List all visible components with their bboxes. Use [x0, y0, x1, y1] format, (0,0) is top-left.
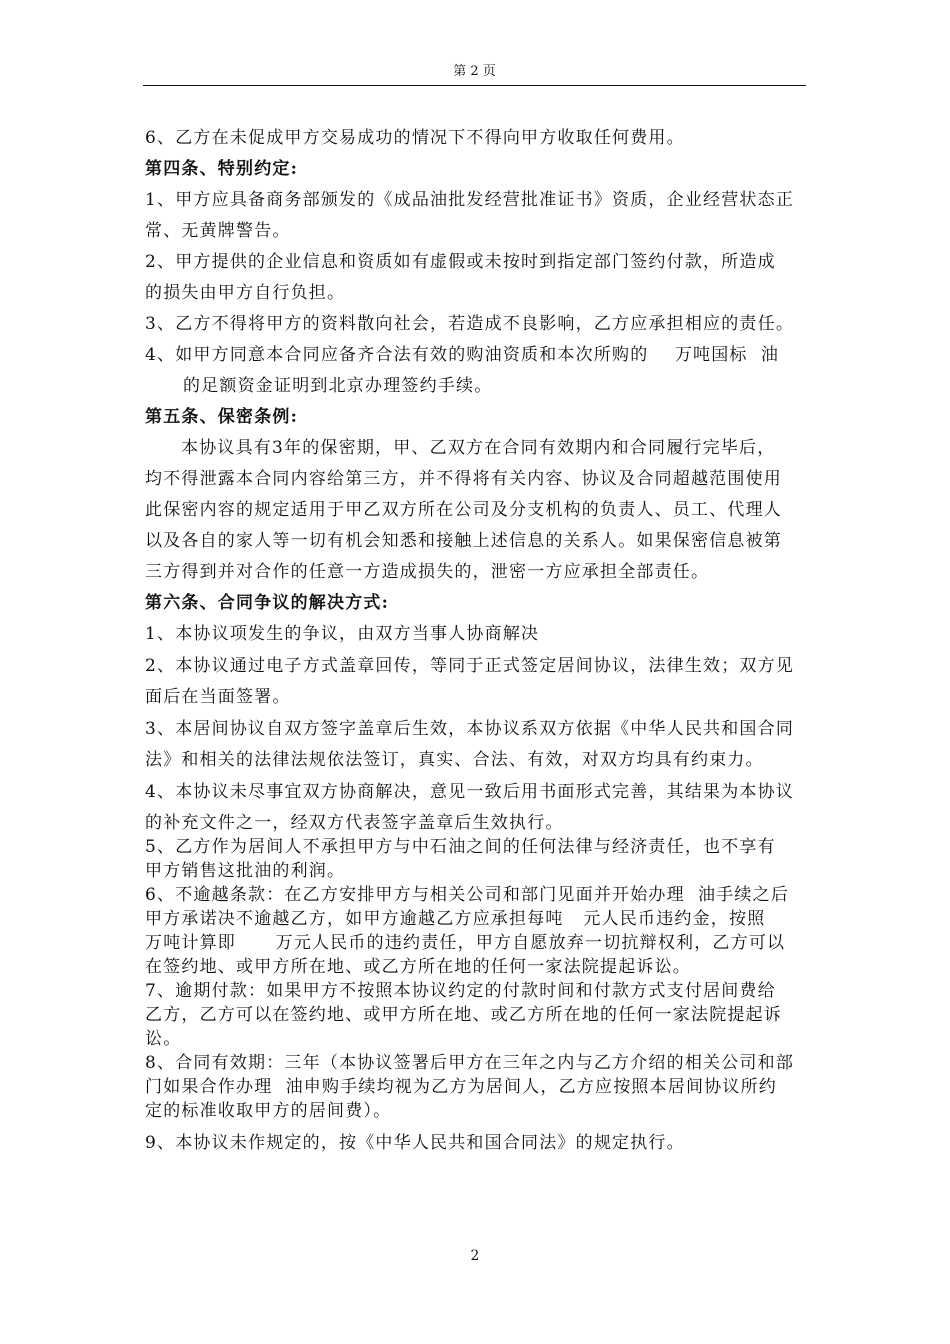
article-6-item-3-line-2: 法》和相关的法律法规依法签订，真实、合法、有效，对双方均具有约束力。 — [145, 750, 764, 770]
article-6-item-1: 1、本协议项发生的争议，由双方当事人协商解决 — [145, 624, 540, 644]
article-6-item-8-line-1: 8、合同有效期：三年（本协议签署后甲方在三年之内与乙方介绍的相关公司和部 — [145, 1053, 795, 1073]
article-5-para-line-1: 本协议具有3年的保密期，甲、乙双方在合同有效期内和合同履行完毕后， — [181, 438, 776, 458]
article-6-item-2-line-2: 面后在当面签署。 — [145, 687, 291, 707]
article-6-item-4-line-2: 的补充文件之一，经双方代表签字盖章后生效执行。 — [145, 813, 564, 833]
page-header: 第 2 页 — [453, 64, 496, 79]
article-6-item-5-line-2: 甲方销售这批油的利润。 — [145, 861, 346, 881]
article-5-para-line-2: 均不得泄露本合同内容给第三方，并不得将有关内容、协议及合同超越范围使用 — [145, 469, 782, 489]
article-6-item-5-line-1: 5、乙方作为居间人不承担甲方与中石油之间的任何法律与经济责任，也不享有 — [145, 837, 776, 857]
article-4-item-2-line-2: 的损失由甲方自行负担。 — [145, 283, 346, 303]
article-6-item-8-line-3: 定的标准收取甲方的居间费）。 — [145, 1101, 392, 1121]
article-6-item-7-line-3: 讼。 — [145, 1029, 182, 1049]
article-6-item-9: 9、本协议未作规定的，按《中华人民共和国合同法》的规定执行。 — [145, 1133, 685, 1153]
article-5-heading: 第五条、保密条例: — [145, 407, 299, 427]
article-5-para-line-3: 此保密内容的规定适用于甲乙双方所在公司及分支机构的负责人、员工、代理人 — [145, 500, 782, 520]
article-4-item-4-line-1: 4、如甲方同意本合同应备齐合法有效的购油资质和本次所购的 万吨国标 油 — [145, 345, 780, 365]
article-6-item-6-line-1: 6、不逾越条款：在乙方安排甲方与相关公司和部门见面并开始办理 油手续之后 — [145, 885, 790, 905]
article-6-item-3-line-1: 3、本居间协议自双方签字盖章后生效，本协议系双方依据《中华人民共和国合同 — [145, 719, 795, 739]
article-4-item-1-line-1: 1、甲方应具备商务部颁发的《成品油批发经营批准证书》资质，企业经营状态正 — [145, 190, 795, 210]
article-6-item-6-line-3: 万吨计算即 万元人民币的违约责任，甲方自愿放弃一切抗辩权利，乙方可以 — [145, 933, 786, 953]
article-6-item-4-line-1: 4、本协议未尽事宜双方协商解决，意见一致后用书面形式完善，其结果为本协议 — [145, 782, 795, 802]
article-6-item-7-line-2: 乙方，乙方可以在签约地、或甲方所在地、或乙方所在地的任何一家法院提起诉 — [145, 1005, 782, 1025]
article-4-item-4-line-2: 的足额资金证明到北京办理签约手续。 — [183, 376, 493, 396]
article-6-item-2-line-1: 2、本协议通过电子方式盖章回传，等同于正式签定居间协议，法律生效；双方见 — [145, 656, 795, 676]
article-4-item-2-line-1: 2、甲方提供的企业信息和资质如有虚假或未按时到指定部门签约付款，所造成 — [145, 252, 776, 272]
article-4-item-1-line-2: 常、无黄牌警告。 — [145, 221, 291, 241]
article-6-item-6-line-4: 在签约地、或甲方所在地、或乙方所在地的任何一家法院提起诉讼。 — [145, 957, 691, 977]
article-6-heading: 第六条、合同争议的解决方式: — [145, 593, 390, 613]
article-4-item-3: 3、乙方不得将甲方的资料散向社会，若造成不良影响，乙方应承担相应的责任。 — [145, 314, 795, 334]
article-6-item-6-line-2: 甲方承诺决不逾越乙方，如甲方逾越乙方应承担每吨 元人民币违约金，按照 — [145, 909, 766, 929]
document-body — [145, 128, 807, 1153]
article-6-item-8-line-2: 门如果合作办理 油申购手续均视为乙方为居间人，乙方应按照本居间协议所约 — [145, 1077, 778, 1097]
article-6-item-7-line-1: 7、逾期付款：如果甲方不按照本协议约定的付款时间和付款方式支付居间费给 — [145, 981, 776, 1001]
page-number: 2 — [470, 1248, 480, 1264]
header-divider — [143, 85, 806, 86]
clause-3-item-6: 6、乙方在未促成甲方交易成功的情况下不得向甲方收取任何费用。 — [145, 128, 685, 148]
article-4-heading: 第四条、特别约定: — [145, 159, 299, 179]
article-5-para-line-4: 以及各自的家人等一切有机会知悉和接触上述信息的关系人。如果保密信息被第 — [145, 531, 782, 551]
article-5-para-line-5: 三方得到并对合作的任意一方造成损失的，泄密一方应承担全部责任。 — [145, 562, 710, 582]
